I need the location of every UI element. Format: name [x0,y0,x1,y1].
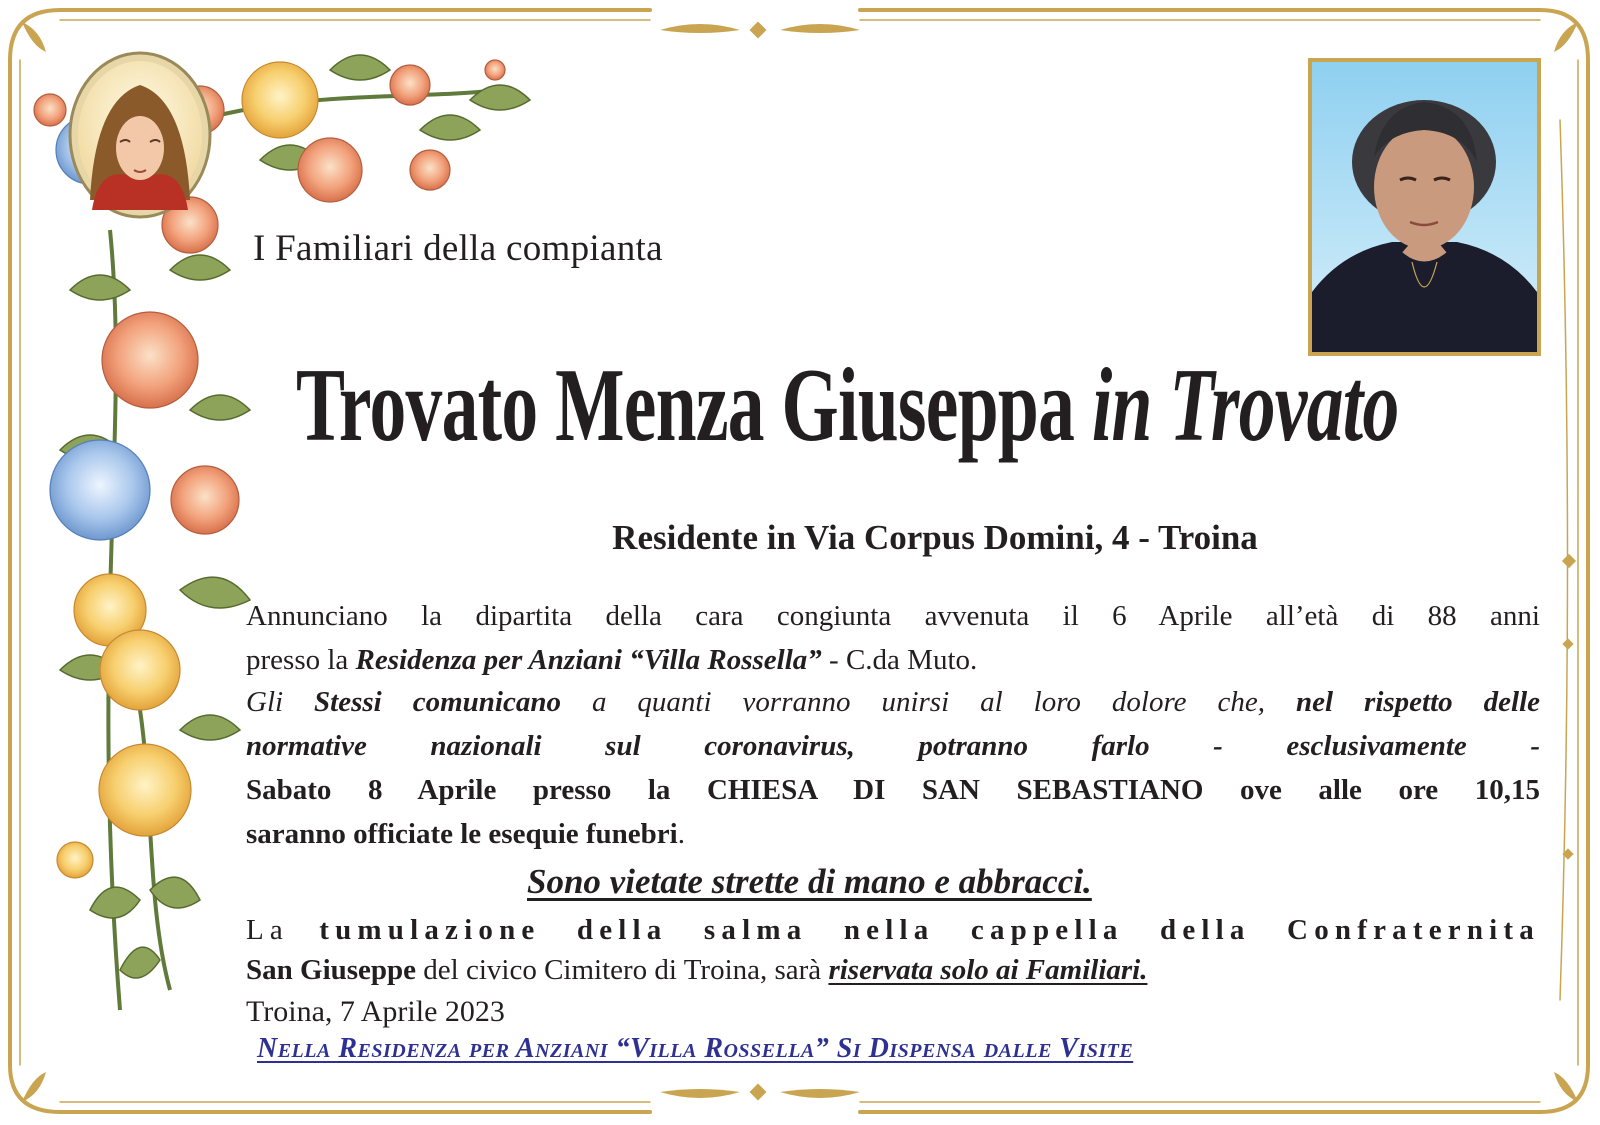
name-married: in Trovato [1091,346,1399,463]
address-line [0,518,1600,558]
p2-line1 [246,680,1540,724]
p4-tumulazione: tumulazione della salma nella cappella della Confraternita [319,914,1540,946]
p4-riservata: riservata solo ai Familiari. [828,954,1148,986]
p4-la: La [246,914,289,946]
portrait-photo [1308,58,1541,356]
p3-line1: Sabato 8 Aprile presso la CHIESA DI SAN SEBASTIANO ove alle ore 10,15 [246,774,1540,806]
p4-line2 [246,954,1147,986]
p2-gli: Gli [246,686,284,718]
p3-esequie: saranno officiate le esequie funebri [246,818,678,850]
p1-line1: Annunciano la dipartita della cara congiunta avvenuta il 6 Aprile all’età di 88 anni [246,600,1540,632]
p1-presso: presso la [246,644,349,676]
madonna-medallion-icon [70,53,210,217]
no-visits-note: Nella Residenza per Anziani “Villa Rossella” Si Dispensa dalle Visite [257,1033,1134,1064]
p1-residence: Residenza per Anziani “Villa Rossella” [355,644,822,676]
p4-line1 [246,910,1540,950]
p1-line2 [246,644,977,676]
p2-stessi: Stessi comunicano [314,686,561,718]
p3-period: . [677,818,685,850]
p1-location: - C.da Muto. [829,644,978,676]
portrait-icon [1312,62,1537,352]
burial-paragraph [246,910,1540,990]
funeral-paragraph [246,768,1540,856]
intro-text: I Familiari della compianta [253,228,663,269]
p3-line2 [246,818,685,850]
notice-date: Troina, 7 Aprile 2023 [246,995,505,1028]
p2-line2: normative nazionali sul coronavirus, potranno farlo - esclusivamente - [246,730,1540,762]
address-text: Residente in Via Corpus Domini, 4 - Troina [612,518,1258,557]
p2-quanti: a quanti vorranno unirsi al loro dolore che, [591,686,1266,718]
warning-text: Sono vietate strette di mano e abbracci. [527,862,1092,901]
p4-san-giuseppe: San Giuseppe [246,954,417,986]
communication-paragraph [246,680,1540,768]
p4-cimitero: del civico Cimitero di Troina, sarà [423,954,822,986]
announcement-paragraph [246,594,1540,682]
name-main: Trovato Menza Giuseppa [296,346,1075,463]
p2-rispetto: nel rispetto delle [1296,686,1541,718]
deceased-name [296,346,1399,463]
